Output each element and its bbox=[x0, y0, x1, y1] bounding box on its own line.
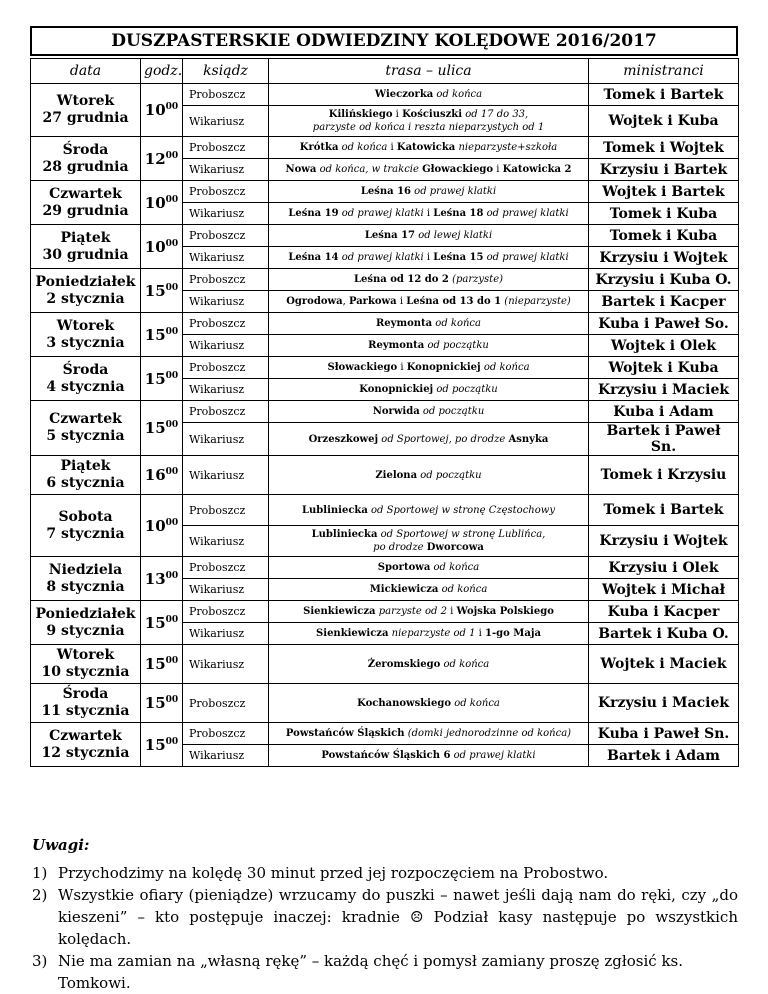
visit-date bbox=[31, 84, 141, 137]
note-text: Nie ma zamian na „własną rękę” – każdą chęć i pomysł zamiany proszę zgłosić ks. Tomkowi. bbox=[58, 952, 684, 992]
route-streets: Mickiewicza od końca bbox=[269, 579, 589, 601]
visit-day: Środa bbox=[62, 141, 109, 158]
visit-hour bbox=[141, 401, 183, 456]
route-streets: Nowa od końca, w trakcie Głowackiego i Katowicka 2 bbox=[269, 159, 589, 181]
notes-list bbox=[32, 862, 738, 994]
route-streets: Wieczorka od końca bbox=[269, 84, 589, 106]
visit-day-date: 8 stycznia bbox=[46, 578, 125, 595]
visit-day: Piątek bbox=[60, 229, 111, 246]
notes-section bbox=[32, 834, 738, 994]
route-streets: Reymonta od końca bbox=[269, 313, 589, 335]
altar-servers: Tomek i Wojtek bbox=[589, 137, 739, 159]
visit-hour bbox=[141, 357, 183, 401]
altar-servers: Krzysiu i Olek bbox=[589, 557, 739, 579]
hour-value: 10 bbox=[144, 237, 166, 256]
visit-hour bbox=[141, 557, 183, 601]
altar-servers: Tomek i Kuba bbox=[589, 225, 739, 247]
minute-value: 00 bbox=[165, 282, 179, 293]
priest-name: Proboszcz bbox=[183, 137, 269, 159]
route-streets: Norwida od początku bbox=[269, 401, 589, 423]
minute-value: 00 bbox=[165, 326, 179, 337]
visit-date bbox=[31, 495, 141, 557]
altar-servers: Wojtek i Maciek bbox=[589, 645, 739, 684]
minute-value: 00 bbox=[165, 467, 179, 477]
altar-servers: Bartek i Adam bbox=[589, 745, 739, 767]
visit-day-date: 30 grudnia bbox=[42, 246, 129, 263]
table-row bbox=[31, 401, 739, 423]
priest-name: Proboszcz bbox=[183, 225, 269, 247]
visit-hour bbox=[141, 181, 183, 225]
priest-name: Wikariusz bbox=[183, 623, 269, 645]
visit-hour bbox=[141, 495, 183, 557]
visit-day-date: 27 grudnia bbox=[42, 110, 129, 126]
altar-servers: Tomek i Bartek bbox=[589, 84, 739, 106]
visit-date bbox=[31, 225, 141, 269]
priest-name: Wikariusz bbox=[183, 379, 269, 401]
visit-day-date: 10 stycznia bbox=[41, 664, 130, 680]
minute-value: 00 bbox=[165, 695, 179, 705]
priest-name: Wikariusz bbox=[183, 456, 269, 495]
minute-value: 00 bbox=[165, 736, 179, 747]
route-streets: Sienkiewicza parzyste od 2 i Wojska Polskiego bbox=[269, 601, 589, 623]
priest-name: Wikariusz bbox=[183, 423, 269, 456]
visit-day-date: 5 stycznia bbox=[46, 428, 125, 444]
notes-heading: Uwagi: bbox=[32, 836, 90, 854]
visit-day-date: 28 grudnia bbox=[42, 158, 129, 175]
route-streets: Konopnickiej od początku bbox=[269, 379, 589, 401]
visit-date bbox=[31, 456, 141, 495]
priest-name: Proboszcz bbox=[183, 357, 269, 379]
visit-date bbox=[31, 269, 141, 313]
hour-value: 15 bbox=[144, 694, 166, 712]
priest-name: Wikariusz bbox=[183, 645, 269, 684]
visit-hour bbox=[141, 601, 183, 645]
table-header-row bbox=[31, 59, 739, 84]
altar-servers: Kuba i Paweł Sn. bbox=[589, 723, 739, 745]
visit-hour bbox=[141, 269, 183, 313]
priest-name: Proboszcz bbox=[183, 495, 269, 526]
note-item bbox=[32, 884, 738, 950]
route-streets: Leśna od 12 do 2 (parzyste) bbox=[269, 269, 589, 291]
visit-day: Środa bbox=[62, 361, 109, 378]
priest-name: Wikariusz bbox=[183, 291, 269, 313]
visit-day-date: 29 grudnia bbox=[42, 202, 129, 219]
note-number: 1) bbox=[32, 864, 48, 882]
altar-servers: Tomek i Kuba bbox=[589, 203, 739, 225]
altar-servers: Kuba i Paweł So. bbox=[589, 313, 739, 335]
table-row bbox=[31, 181, 739, 203]
priest-name: Proboszcz bbox=[183, 313, 269, 335]
route-streets: Żeromskiego od końca bbox=[269, 645, 589, 684]
visit-date bbox=[31, 181, 141, 225]
minute-value: 00 bbox=[165, 238, 179, 249]
visit-day: Wtorek bbox=[56, 317, 115, 334]
hour-value: 15 bbox=[144, 655, 166, 673]
hour-value: 15 bbox=[144, 325, 166, 344]
table-row bbox=[31, 601, 739, 623]
visit-day-date: 2 stycznia bbox=[46, 290, 125, 307]
note-number: 3) bbox=[32, 952, 48, 970]
minute-value: 00 bbox=[165, 370, 179, 381]
altar-servers: Tomek i Bartek bbox=[589, 495, 739, 526]
route-streets: Słowackiego i Konopnickiej od końca bbox=[269, 357, 589, 379]
minute-value: 00 bbox=[165, 656, 179, 666]
hour-value: 15 bbox=[144, 419, 166, 437]
minute-value: 00 bbox=[165, 194, 179, 205]
priest-name: Proboszcz bbox=[183, 181, 269, 203]
visit-date bbox=[31, 313, 141, 357]
route-streets: Leśna 19 od prawej klatki i Leśna 18 od prawej klatki bbox=[269, 203, 589, 225]
route-streets: Krótka od końca i Katowicka nieparzyste+szkoła bbox=[269, 137, 589, 159]
hour-value: 15 bbox=[144, 281, 166, 300]
altar-servers: Bartek i Paweł Sn. bbox=[589, 423, 739, 456]
altar-servers: Wojtek i Olek bbox=[589, 335, 739, 357]
route-streets: Powstańców Śląskich 6 od prawej klatki bbox=[269, 745, 589, 767]
table-row bbox=[31, 456, 739, 495]
table-row bbox=[31, 269, 739, 291]
table-row bbox=[31, 225, 739, 247]
note-text: Wszystkie ofiary (pieniądze) wrzucamy do puszki – nawet jeśli dają nam do ręki, czy „do kieszeni” – kto postępuje inaczej: kradnie ☹ Podział kasy następuje po wszystkich kolędach. bbox=[58, 886, 738, 948]
altar-servers: Kuba i Kacper bbox=[589, 601, 739, 623]
visit-date bbox=[31, 401, 141, 456]
visit-date bbox=[31, 684, 141, 723]
visit-hour bbox=[141, 225, 183, 269]
visit-day-date: 11 stycznia bbox=[41, 703, 130, 719]
hour-value: 10 bbox=[144, 101, 166, 119]
visit-day-date: 9 stycznia bbox=[46, 622, 125, 639]
hour-value: 15 bbox=[144, 613, 166, 632]
priest-name: Wikariusz bbox=[183, 579, 269, 601]
route-streets: Orzeszkowej od Sportowej, po drodze Asnyka bbox=[269, 423, 589, 456]
table-row bbox=[31, 557, 739, 579]
priest-name: Wikariusz bbox=[183, 335, 269, 357]
priest-name: Proboszcz bbox=[183, 84, 269, 106]
header-route: trasa – ulica bbox=[269, 59, 589, 84]
visit-day: Czwartek bbox=[49, 185, 122, 202]
priest-name: Proboszcz bbox=[183, 557, 269, 579]
altar-servers: Wojtek i Kuba bbox=[589, 357, 739, 379]
hour-value: 15 bbox=[144, 735, 166, 754]
schedule-body bbox=[31, 84, 739, 767]
priest-name: Wikariusz bbox=[183, 526, 269, 557]
priest-name: Proboszcz bbox=[183, 401, 269, 423]
priest-name: Wikariusz bbox=[183, 106, 269, 137]
visit-day-date: 4 stycznia bbox=[46, 378, 125, 395]
priest-name: Wikariusz bbox=[183, 745, 269, 767]
route-streets: Lubliniecka od Sportowej w stronę Częstochowy bbox=[269, 495, 589, 526]
route-streets: Leśna 16 od prawej klatki bbox=[269, 181, 589, 203]
route-streets: Zielona od początku bbox=[269, 456, 589, 495]
priest-name: Proboszcz bbox=[183, 269, 269, 291]
visit-day: Wtorek bbox=[56, 647, 115, 663]
altar-servers: Krzysiu i Wojtek bbox=[589, 526, 739, 557]
route-streets: Sienkiewicza nieparzyste od 1 i 1-go Maja bbox=[269, 623, 589, 645]
priest-name: Wikariusz bbox=[183, 159, 269, 181]
header-hour: godz. bbox=[141, 59, 183, 84]
minute-value: 00 bbox=[165, 150, 179, 161]
visit-day: Poniedziałek bbox=[35, 273, 136, 290]
visit-day-date: 7 stycznia bbox=[46, 525, 125, 542]
hour-value: 10 bbox=[144, 193, 166, 212]
table-row bbox=[31, 313, 739, 335]
route-streets: Leśna 17 od lewej klatki bbox=[269, 225, 589, 247]
priest-name: Wikariusz bbox=[183, 203, 269, 225]
table-row bbox=[31, 495, 739, 526]
visit-day: Sobota bbox=[58, 508, 113, 525]
altar-servers: Wojtek i Bartek bbox=[589, 181, 739, 203]
hour-value: 10 bbox=[144, 516, 166, 535]
priest-name: Wikariusz bbox=[183, 247, 269, 269]
visit-hour bbox=[141, 456, 183, 495]
page-title: DUSZPASTERSKIE ODWIEDZINY KOLĘDOWE 2016/2017 bbox=[30, 26, 738, 56]
visit-day-date: 3 stycznia bbox=[46, 334, 125, 351]
hour-value: 13 bbox=[144, 569, 166, 588]
route-streets: Leśna 14 od prawej klatki i Leśna 15 od prawej klatki bbox=[269, 247, 589, 269]
minute-value: 00 bbox=[165, 570, 179, 581]
hour-value: 16 bbox=[144, 466, 166, 484]
hour-value: 15 bbox=[144, 369, 166, 388]
visit-hour bbox=[141, 313, 183, 357]
header-date: data bbox=[31, 59, 141, 84]
altar-servers: Krzysiu i Bartek bbox=[589, 159, 739, 181]
note-text: Przychodzimy na kolędę 30 minut przed jej rozpoczęciem na Probostwo. bbox=[58, 864, 609, 882]
visit-hour bbox=[141, 84, 183, 137]
table-row bbox=[31, 723, 739, 745]
altar-servers: Krzysiu i Maciek bbox=[589, 684, 739, 723]
visit-date bbox=[31, 557, 141, 601]
note-number: 2) bbox=[32, 886, 48, 904]
visit-hour bbox=[141, 645, 183, 684]
visit-day: Piątek bbox=[60, 458, 111, 474]
priest-name: Proboszcz bbox=[183, 684, 269, 723]
visit-day: Czwartek bbox=[49, 727, 122, 744]
route-streets: Kochanowskiego od końca bbox=[269, 684, 589, 723]
header-priest: ksiądz bbox=[183, 59, 269, 84]
minute-value: 00 bbox=[165, 102, 179, 112]
visit-day: Poniedziałek bbox=[35, 605, 136, 622]
visit-day: Niedziela bbox=[48, 561, 123, 578]
altar-servers: Bartek i Kuba O. bbox=[589, 623, 739, 645]
route-streets: Lubliniecka od Sportowej w stronę Lublińca, po drodze Dworcowa bbox=[269, 526, 589, 557]
route-streets: Sportowa od końca bbox=[269, 557, 589, 579]
table-row bbox=[31, 684, 739, 723]
visit-date bbox=[31, 137, 141, 181]
visit-hour bbox=[141, 723, 183, 767]
route-streets: Reymonta od początku bbox=[269, 335, 589, 357]
table-row bbox=[31, 84, 739, 106]
altar-servers: Wojtek i Kuba bbox=[589, 106, 739, 137]
minute-value: 00 bbox=[165, 614, 179, 625]
altar-servers: Wojtek i Michał bbox=[589, 579, 739, 601]
visit-hour bbox=[141, 137, 183, 181]
hour-value: 12 bbox=[144, 149, 166, 168]
altar-servers: Kuba i Adam bbox=[589, 401, 739, 423]
visit-day: Wtorek bbox=[56, 93, 115, 109]
visit-date bbox=[31, 645, 141, 684]
visit-day-date: 6 stycznia bbox=[46, 475, 125, 491]
route-streets: Kilińskiego i Kościuszki od 17 do 33, parzyste od końca i reszta nieparzystych od 1 bbox=[269, 106, 589, 137]
table-row bbox=[31, 137, 739, 159]
visit-day: Środa bbox=[62, 686, 109, 702]
route-streets: Ogrodowa, Parkowa i Leśna od 13 do 1 (nieparzyste) bbox=[269, 291, 589, 313]
altar-servers: Tomek i Krzysiu bbox=[589, 456, 739, 495]
visit-date bbox=[31, 357, 141, 401]
minute-value: 00 bbox=[165, 420, 179, 430]
visit-day: Czwartek bbox=[49, 411, 122, 427]
visit-hour bbox=[141, 684, 183, 723]
altar-servers: Bartek i Kacper bbox=[589, 291, 739, 313]
table-row bbox=[31, 357, 739, 379]
priest-name: Proboszcz bbox=[183, 723, 269, 745]
altar-servers: Krzysiu i Wojtek bbox=[589, 247, 739, 269]
table-row bbox=[31, 645, 739, 684]
schedule-table bbox=[30, 58, 739, 767]
visit-date bbox=[31, 601, 141, 645]
altar-servers: Krzysiu i Maciek bbox=[589, 379, 739, 401]
minute-value: 00 bbox=[165, 517, 179, 528]
visit-date bbox=[31, 723, 141, 767]
altar-servers: Krzysiu i Kuba O. bbox=[589, 269, 739, 291]
priest-name: Proboszcz bbox=[183, 601, 269, 623]
visit-day-date: 12 stycznia bbox=[41, 744, 130, 761]
note-item bbox=[32, 950, 738, 994]
note-item bbox=[32, 862, 738, 884]
header-servers: ministranci bbox=[589, 59, 739, 84]
route-streets: Powstańców Śląskich (domki jednorodzinne od końca) bbox=[269, 723, 589, 745]
